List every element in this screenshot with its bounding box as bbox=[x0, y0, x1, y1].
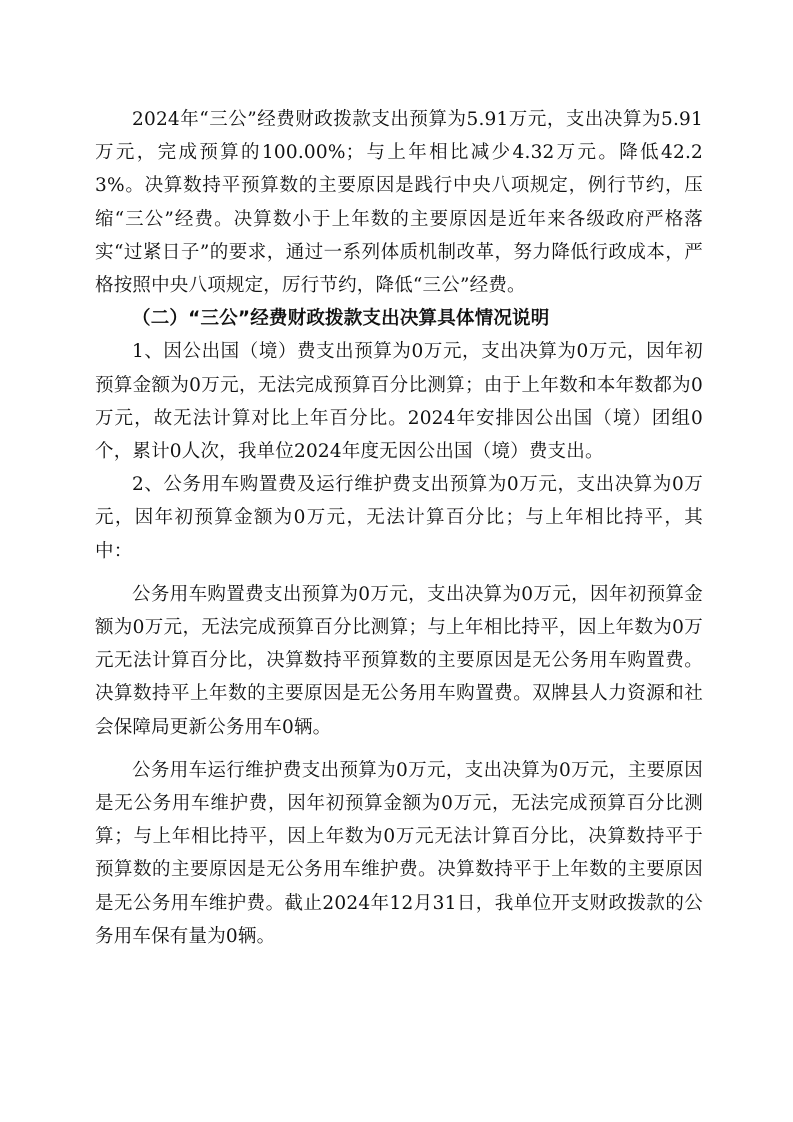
paragraph-vehicle-maintenance: 公务用车运行维护费支出预算为0万元，支出决算为0万元，主要原因是无公务用车维护费，因年初预算金额为0万元，无法完成预算百分比测算；与上年相比持平，因上年数为0万元无法计算百分比，决算数持平于预算数的主要原因是无公务用车维护费。决算数持平于上年数的主要原因是无公务用车维护费。截止2024年12月31日，我单位开支财政拨款的公务用车保有量为0辆。 bbox=[95, 759, 703, 947]
paragraph-overseas-travel: 1、因公出国（境）费支出预算为0万元，支出决算为0万元，因年初预算金额为0万元，无法完成预算百分比测算；由于上年数和本年数都为0万元，故无法计算对比上年百分比。2024年安排因公出国（境）团组0个，累计0人次，我单位2024年度无因公出国（境）费支出。 bbox=[95, 341, 703, 463]
document-body bbox=[95, 103, 703, 953]
section-heading: （二）“三公”经费财政拨款支出决算具体情况说明 bbox=[132, 308, 550, 330]
paragraph-three-public-summary: 2024年“三公”经费财政拨款支出预算为5.91万元，支出决算为5.91万元，完成预算的100.00%；与上年相比减少4.32万元。降低42.23%。决算数持平预算数的主要原因是践行中央八项规定，例行节约，压缩“三公”经费。决算数小于上年数的主要原因是近年来各级政府严格落实“过紧日子”的要求，通过一系列体质机制改革，努力降低行政成本，严格按照中央八项规定，厉行节约，降低“三公”经费。 bbox=[95, 109, 703, 297]
paragraph-vehicle-purchase: 公务用车购置费支出预算为0万元，支出决算为0万元，因年初预算金额为0万元，无法完成预算百分比测算；与上年相比持平，因上年数为0万元无法计算百分比，决算数持平预算数的主要原因是无公务用车购置费。决算数持平上年数的主要原因是无公务用车购置费。双牌县人力资源和社会保障局更新公务用车0辆。 bbox=[95, 583, 703, 738]
paragraph-vehicle-overview: 2、公务用车购置费及运行维护费支出预算为0万元，支出决算为0万元，因年初预算金额为0万元，无法计算百分比；与上年相比持平，其中： bbox=[95, 474, 703, 562]
